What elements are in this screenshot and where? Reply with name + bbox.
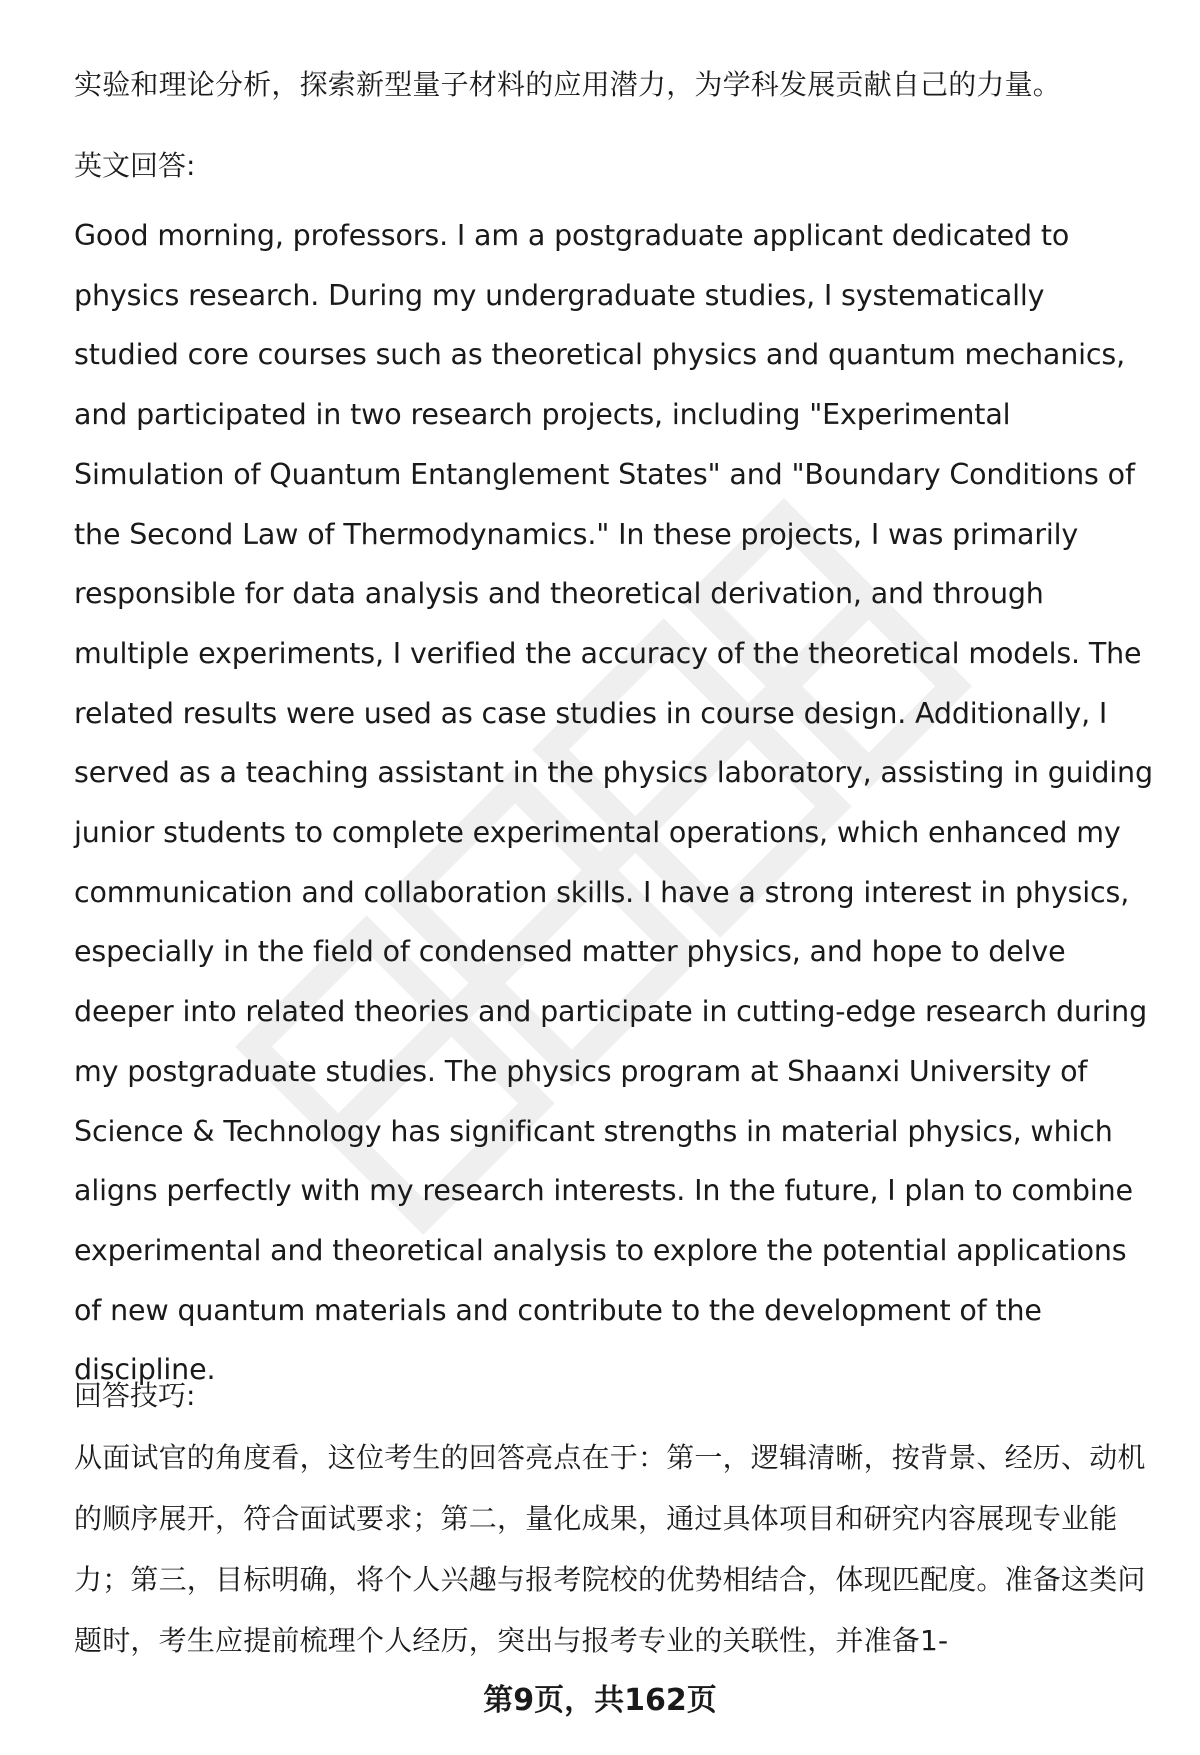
english-answer-label: 英文回答:	[74, 149, 196, 182]
tips-paragraph: 从面试官的角度看，这位考生的回答亮点在于：第一，逻辑清晰，按背景、经历、动机的顺序展开，符合面试要求；第二，量化成果，通过具体项目和研究内容展现专业能力；第三，目标明确，将个人兴趣与报考院校的优势相结合，体现匹配度。准备这类问题时，考生应提前梳理个人经历，突出与报考专业的关联性，并准备1-	[74, 1441, 1146, 1657]
intro-cn-paragraph-tail: 实验和理论分析，探索新型量子材料的应用潜力，为学科发展贡献自己的力量。	[74, 68, 1062, 101]
english-answer-paragraph: Good morning, professors. I am a postgraduate applicant dedicated to physics research. During my undergraduate studies, I systematically studied core courses such as theoretical physics and quantum mechanics, and participated in two research projects, including "Experimental Simulation of Quantum Entanglement States" and "Boundary Conditions of the Second Law of Thermodynamics." In these projects, I was primarily responsible for data analysis and theoretical derivation, and through multiple experiments, I verified the accuracy of the theoretical models. The related results were used as case studies in course design. Additionally, I served as a teaching assistant in the physics laboratory, assisting in guiding junior students to complete experimental operations, which enhanced my communication and collaboration skills. I have a strong interest in physics, especially in the field of condensed matter physics, and hope to delve deeper into related theories and participate in cutting-edge research during my postgraduate studies. The physics program at Shaanxi University of Science & Technology has significant strengths in material physics, which aligns perfectly with my research interests. In the future, I plan to combine experimental and theoretical analysis to explore the potential applications of new quantum materials and contribute to the development of the discipline.	[74, 219, 1153, 1387]
page-number-footer: 第9页，共162页	[483, 1683, 717, 1718]
tips-label: 回答技巧:	[74, 1379, 196, 1412]
